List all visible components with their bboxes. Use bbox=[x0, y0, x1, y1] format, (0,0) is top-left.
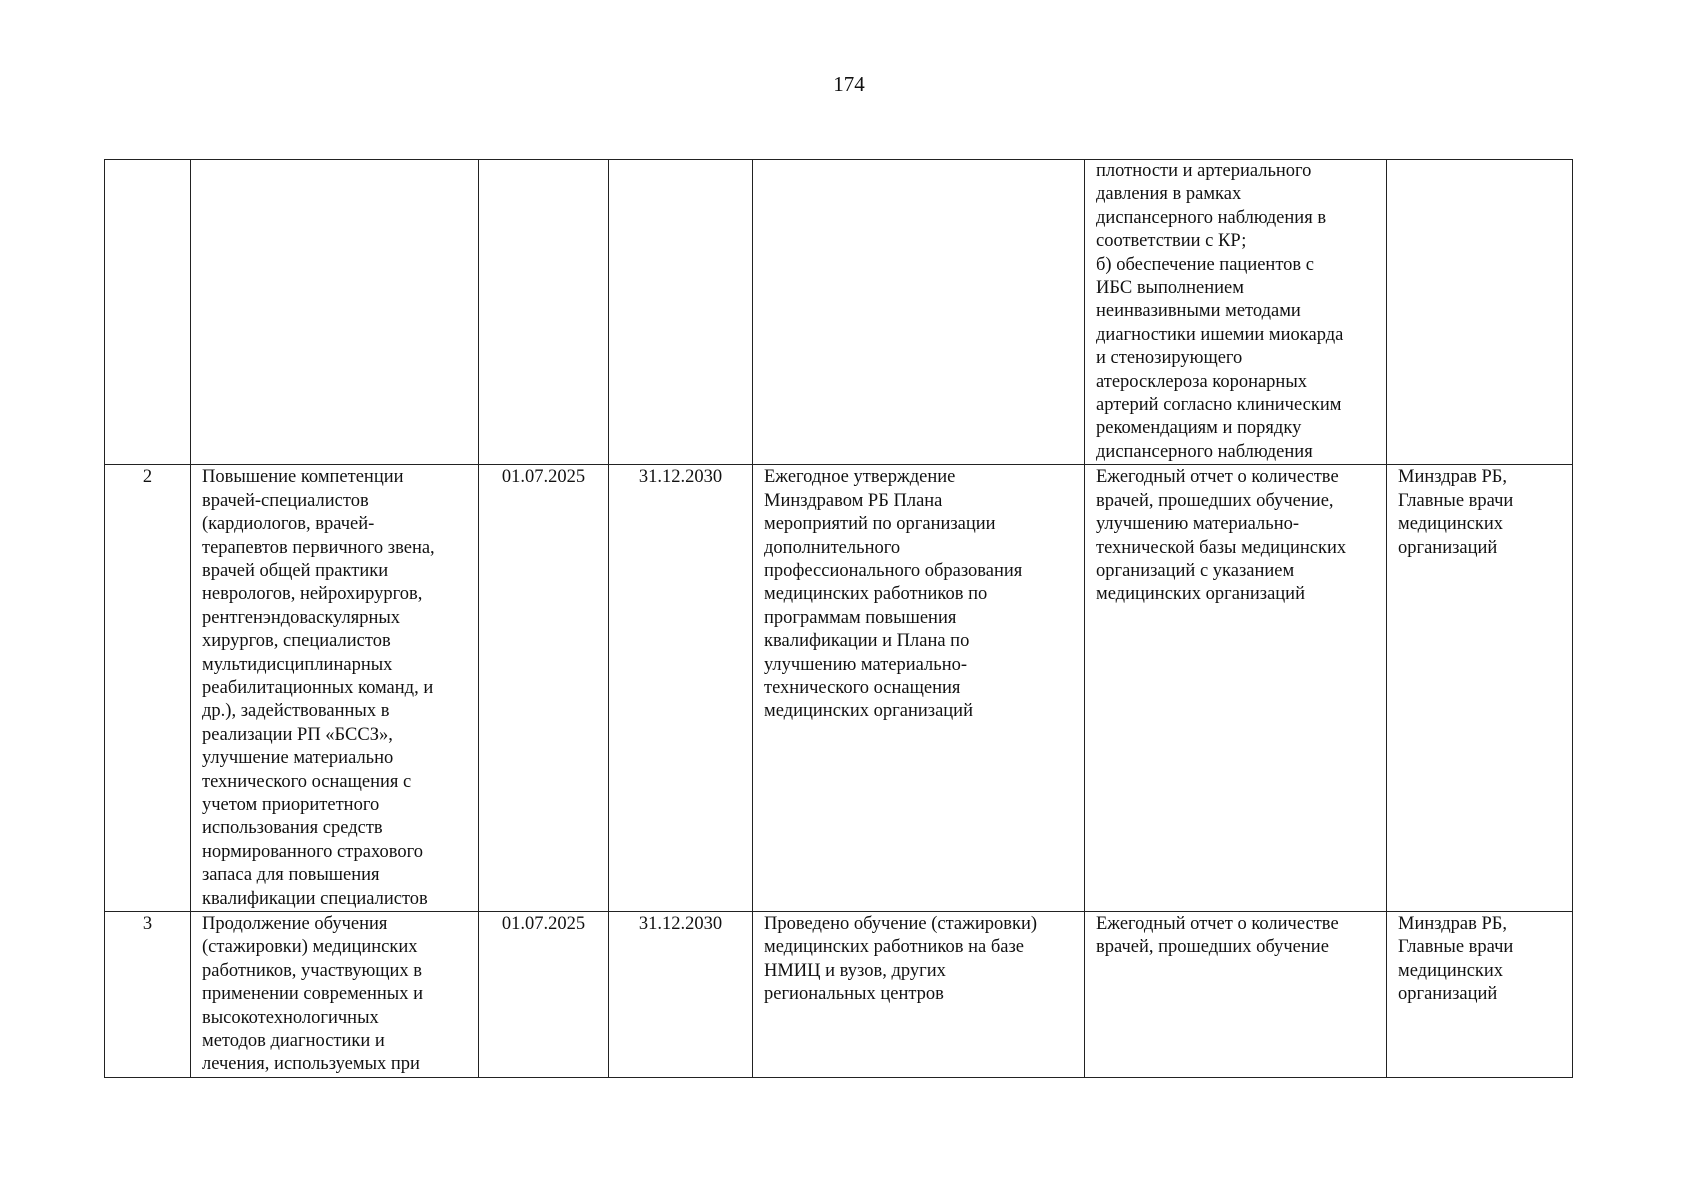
end-date-cell: 31.12.2030 bbox=[609, 465, 753, 912]
activity-cell: Продолжение обучения (стажировки) медицинских работников, участвующих в применении современных и высокотехнологичных методов диагностики и лечения, используемых при bbox=[191, 912, 479, 1078]
plan-table bbox=[104, 159, 1573, 1078]
activity-cell bbox=[191, 160, 479, 465]
result-cell: Ежегодное утверждение Минздравом РБ Плана мероприятий по организации дополнительного профессионального образования медицинских работников по программам повышения квалификации и Плана по улучшению материально- технического оснащения медицинских организаций bbox=[753, 465, 1085, 912]
table-row bbox=[105, 160, 1573, 465]
activity-cell: Повышение компетенции врачей-специалистов (кардиологов, врачей- терапевтов первичного звена, врачей общей практики неврологов, нейрохирургов, рентгенэндоваскулярных хирургов, специалистов мультидисциплинарных реабилитационных команд, и др.), задействованных в реализации РП «БССЗ», улучшение материально технического оснащения с учетом приоритетного использования средств нормированного страхового запаса для повышения квалификации специалистов bbox=[191, 465, 479, 912]
responsible-cell bbox=[1387, 160, 1573, 465]
table-row bbox=[105, 465, 1573, 912]
start-date-cell: 01.07.2025 bbox=[479, 912, 609, 1078]
indicator-cell: Ежегодный отчет о количестве врачей, прошедших обучение bbox=[1085, 912, 1387, 1078]
page-number: 174 bbox=[833, 72, 865, 96]
row-number-cell: 3 bbox=[105, 912, 191, 1078]
end-date-cell bbox=[609, 160, 753, 465]
row-number-cell: 2 bbox=[105, 465, 191, 912]
table-row bbox=[105, 912, 1573, 1078]
start-date-cell bbox=[479, 160, 609, 465]
indicator-cell: плотности и артериального давления в рамках диспансерного наблюдения в соответствии с КР; б) обеспечение пациентов с ИБС выполнением неинвазивными методами диагностики ишемии миокарда и стенозирующего атеросклероза коронарных артерий согласно клиническим рекомендациям и порядку диспансерного наблюдения bbox=[1085, 160, 1387, 465]
end-date-cell: 31.12.2030 bbox=[609, 912, 753, 1078]
responsible-cell: Минздрав РБ, Главные врачи медицинских организаций bbox=[1387, 912, 1573, 1078]
start-date-cell: 01.07.2025 bbox=[479, 465, 609, 912]
responsible-cell: Минздрав РБ, Главные врачи медицинских организаций bbox=[1387, 465, 1573, 912]
result-cell: Проведено обучение (стажировки) медицинских работников на базе НМИЦ и вузов, других региональных центров bbox=[753, 912, 1085, 1078]
indicator-cell: Ежегодный отчет о количестве врачей, прошедших обучение, улучшению материально- технической базы медицинских организаций с указанием медицинских организаций bbox=[1085, 465, 1387, 912]
result-cell bbox=[753, 160, 1085, 465]
row-number-cell bbox=[105, 160, 191, 465]
